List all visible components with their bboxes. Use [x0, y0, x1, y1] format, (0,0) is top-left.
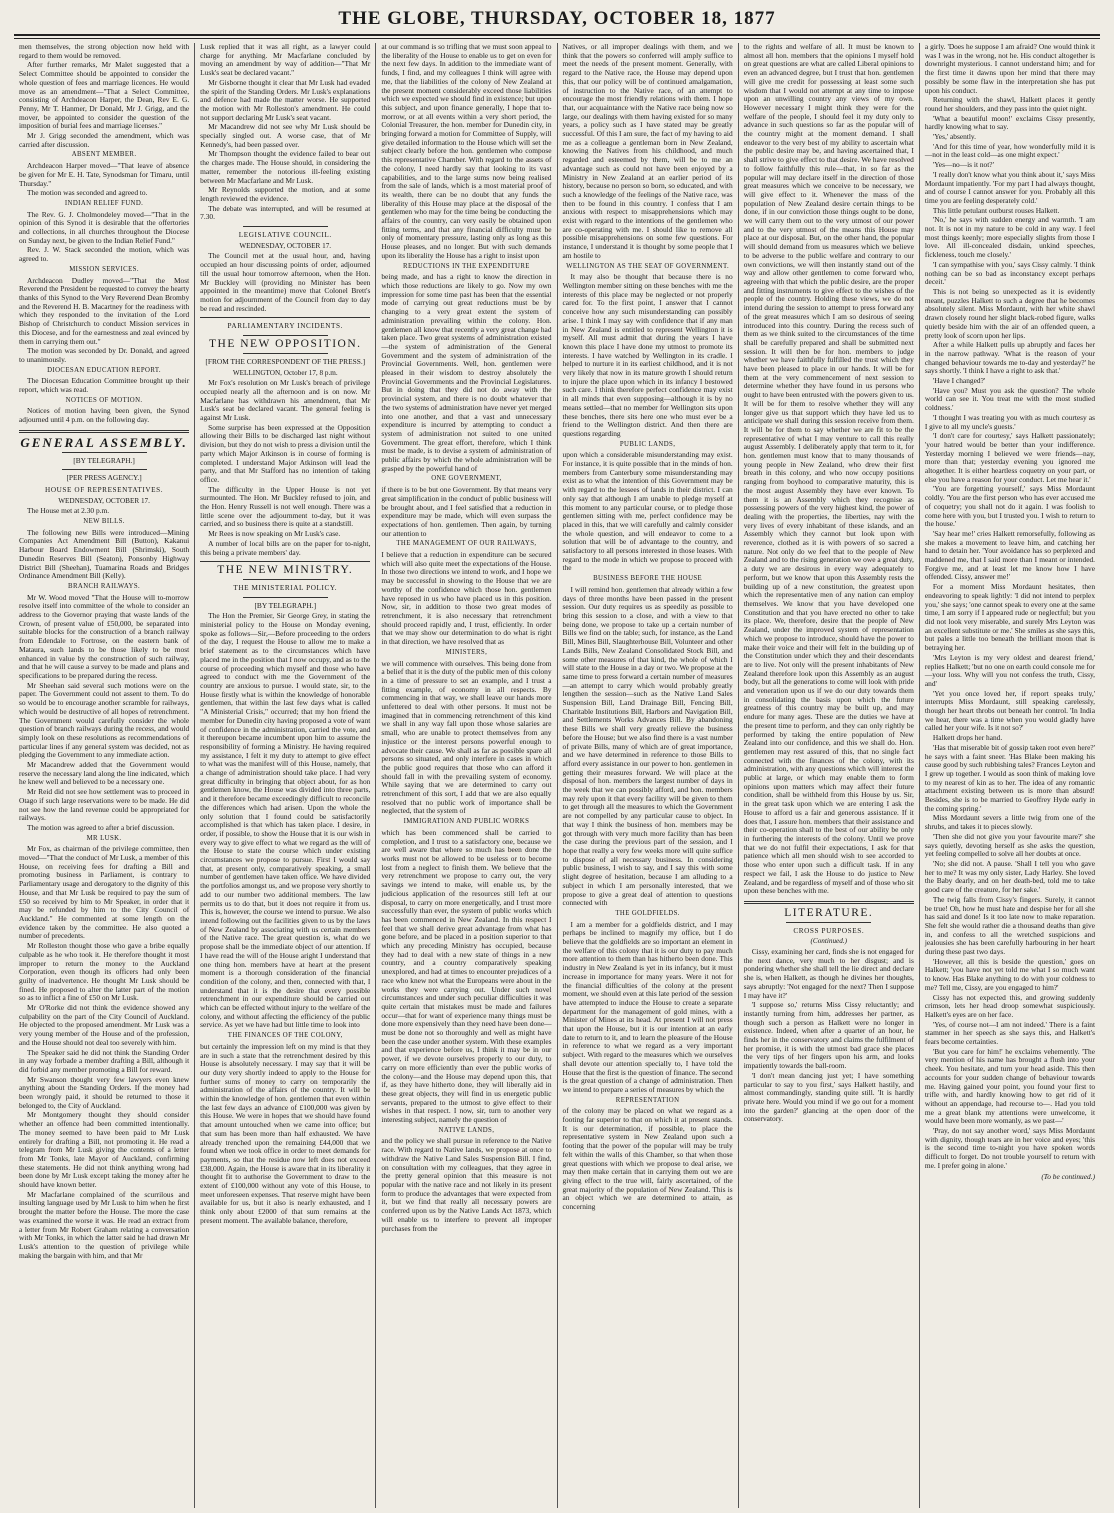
paragraph: a girly. 'Does he suppose I am afraid? One would think it was I was in the wrong, not he. His conduct altogether is downright mysterious. I cannot understand him; and for the first time it dawns upon her mind that there may possibly be some flaw in the interpretation she has put upon his conduct. [924, 43, 1096, 95]
paragraph: The debate was interrupted, and will be resumed at 7.30. [200, 203, 371, 222]
paragraph: 'I thought I was treating you with as much courtesy as I give to all my uncle's guests.' [924, 412, 1096, 431]
divider [243, 226, 328, 227]
paragraph: Mr W. Wood moved "That the House will to-morrow resolve itself into committee of the whole to consider an address to the Governor praying that waste lands of the Crown, of present value of £50,000, be separated into suitable blocks for the construction of a branch railway from Edendale to Fortrose, on the eastern bank of Mataura, such lands to be those likely to be most enhanced in value by the construction of such railway, and that he will cause a survey to be made and plans and specifications to be prepared during the recess. [19, 592, 190, 680]
paragraph: 'Yes—no—is it not?' [932, 160, 994, 170]
column-3 [376, 43, 557, 1508]
section-heading: THE FINANCES OF THE COLONY, [227, 1032, 343, 1040]
section-heading: PARLIAMENTARY INCIDENTS. [227, 322, 344, 331]
paragraph: Mr Gisborne thought it clear that Mr Lusk had evaded the spirit of the Standing Orders. Mr Lusk's explanations and defence had made the matter worse. He supported the motion with Mr Rolleston's amendment. He could not support declaring Mr Lusk's seat vacant. [200, 77, 371, 122]
paragraph: 'I can sympathise with you,' says Cissy calmly. 'I think nothing can be so bad as inconstancy except perhaps deceit.' [924, 259, 1096, 287]
column-1 [14, 43, 195, 1508]
section-heading: REPRESENTATION [615, 1096, 680, 1104]
divider [243, 335, 328, 336]
column-6 [920, 43, 1100, 1508]
paragraph: For a moment Miss Mordaunt hesitates, then endeavoring to speak lightly: 'I did not intend to perplex you,' she says; 'one cannot speak to every one at the same time, I am sorry if I appeared rude or neglectful; but you did not look very miserable, and surely Mrs Leyton was an excellent substitute or me.' She smiles as she says this, but pales a little too beneath the brilliant moon that is betraying her. [924, 582, 1096, 653]
paragraph: Some surprise has been expressed at the Opposition allowing their Bills to be discharged last night without division, but they do not wish to press a division until the party which Major Atkinson is in course of forming is completed. I understand Major Atkinson will lead the party, and that Mr Stafford has no intention of taking office. [200, 422, 371, 484]
paragraph: The Hon the Premier, Sir George Grey, in stating the ministerial policy to the House on Monday evening, spoke as follows—Sir,—Before proceeding to the orders of the day, I request the House to allow me to make a brief statement as to the circumstances which have placed me in the position that I now occupy, and as to the course of proceeding which myself and those who have agreed to conduct with me the Government of the country are anxious to pursue. I would state, sir, to the House firstly what is within the knowledge of honorable gentlemen, that within the last few days what is called "A Ministerial Crisis," occurred; that my hon friend the member for Dunedin city having proposed a vote of want of confidence in the administration, carried the vote, and it thereupon became incumbent upon him to assume the responsibility of forming a Ministry. He having required my assistance, I felt it my duty to attempt to give effect to what was the manifest will of this House, namely, that a change of administration should take place. I had very great difficulty in bringing that object about, for as hon gentlemen know, the House was divided into three parts, and it therefore became exceedingly difficult to reconcile the differences which had arisen. Upon the whole the only solution that I found could be satisfactorily accomplished is that which has taken place. I desire, in order, if possible, to show the House that it is our wish in every way to give effect to what we regard as the will of the House to state the course which under existing circumstances we propose to pursue. First I would say that, at present only, comparatively speaking, a small number of gentlemen have taken office. We have divided the portfolios amongst us, and we propose very shortly to add to our number two additional members. The law permits us to do that, but it does not require it from us. This is, however, the course we intend to pursue. We also intend following out the facilities given to us by the laws of New Zealand by associating with us certain members of the Native race. The great question is, what do we propose shall be the immediate object of our attention. If I have read the will of the House aright I understand that one thing hon. members have at heart at the present moment is a thorough consideration of the financial condition of the colony, and then, connected with that, I understand that it is the desire that every possible retrenchment in our expenditure should be carried out which can be effected without injury to the welfare of the colony, and without affecting the efficiency of the public service. As yet we have had but little time to look into [200, 611, 371, 1030]
section-heading: NATIVE LANDS, [438, 1126, 495, 1134]
byline: [FROM THE CORRESPONDENT OF THE PRESS.] [205, 356, 366, 366]
paragraph: The Council met at the usual hour, and, having occupied an hour discussing points of order, adjourned till the usual hour tomorrow afternoon, when the Hon. Mr Buckley will (providing no Minister has been appointed in the meantime) move that Colonel Brett's motion for adjournment of the Council from day to day be read and rescinded. [200, 251, 371, 313]
columns [14, 43, 1100, 1508]
byline: [PER PRESS AGENCY.] [66, 473, 142, 483]
section-heading: LEGISLATIVE COUNCIL. [238, 231, 332, 240]
paragraph: of the colony may be placed on what we regard as a footing far superior to that on which it at present stands. It is our determination, if possible, to place the representative system in New Zealand upon such a footing that the power of the popular will may be truly felt within the walls of this Chamber, so that when those great questions with which we propose to deal arise, we may then make certain that in carrying them out we are giving effect to the true will, fairly ascertained, of the great majority of the population of New Zealand. This is an object which we are determined to attain, as concerning [562, 1106, 733, 1212]
paragraph: 'I suppose so,' returns Miss Cissy reluctantly; and instantly turning from him, addresses her partner, as though such a person as Halkett were no longer in existence. Indeed, when after a quarter of an hour, he finds her in the conservatory and claims the fulfilment of her promise, it is with the utmost bad grace she places the very tips of her fingers upon his arm, and looks impatiently towards the ball-room. [743, 1000, 914, 1071]
paragraph: and the policy we shall pursue in reference to the Native race. With regard to Native lands, we propose at once to withdraw the Native Land Sales Suspension Bill. I find, on consultation with my colleagues, that they agree in the pretty general opinion that this measure is not popular with the native race and not likely in its present form to produce the advantages that were expected from it, but we find that really all necessary powers are conferred upon us by the Native Lands Act 1873, which will enable us to interfere to prevent all improper purchases from the [381, 1136, 552, 1233]
section-heading: WELLINGTON AS THE SEAT OF GOVERNMENT. [566, 262, 730, 270]
paragraph: I am a member for a goldfields district, and I may perhaps be inclined to magnify my office, but I do believe that the goldfields are so important an element in the welfare of this colony that it is our duty to pay much more attention to them than has hitherto been done. This industry in New Zealand is yet in its infancy, but it must increase in importance for many years. Were it not for the financial difficulties of the colony at the present moment, we should even at this late period of the session have attempted to induce the House to create a separate department for the management of gold mines, with a Minister of Mines at its head. At present I will not press that upon the House, but it is our intention at an early date to return to it, and to learn the pleasure of the House in reference to what we regard as a very important subject. With regard to the measures which we ourselves shall devote our attention specially to, I have told the House that the first is the question of finance. The second is the great question of a change of administration. Then we intend to prepare a series of measures by which the [562, 919, 733, 1094]
divider [200, 561, 370, 562]
paragraph: Archdeacon Harper moved—"That leave of absence be given for Mr E. H. Tate, Synodsman for Timaru, until Thursday." [19, 161, 190, 188]
paragraph: Mr Reid did not see how settlement was to proceed in Otago if such large reservations were to be made. He did not see how the land revenue could be appropriated for railways. [19, 787, 190, 823]
section-heading: MISSION SERVICES. [69, 265, 139, 273]
byline: [BY TELEGRAPH.] [73, 455, 135, 465]
paragraph: Halkett drops her hand. [932, 733, 1003, 743]
paragraph: 'Have you? Must you ask the question? The whole world can see it. You treat me with the most studied coldness.' [924, 385, 1096, 413]
paragraph: 'Yes,' absently. [932, 132, 976, 142]
section-heading: BUSINESS BEFORE THE HOUSE [593, 575, 703, 583]
paragraph: I believe that a reduction in expenditure can be secured which will also quite meet the expectations of the House. In those two directions we intend to work, and I hope we may be successful in showing to the House that we are worthy of the confidence which those hon. gentlemen have reposed in us who have placed us in this position. Now, sir, in addition to those two great modes of retrenchment, it is also necessary that retrenchment should proceed rapidly and, I trust, efficiently. In order that we may show our determination to do what is right in that direction, we have resolved that as [381, 550, 552, 647]
paragraph: 'Say hear me!' cries Halkett remorsefully, following as she makes a movement to leave him, and catching her hand to detain her. 'Your avoidance has so perplexed and maddened me, that I said more than I meant or intended. Forgive me, and at least let me know how I have offended. Cissy, answer me!' [924, 528, 1096, 582]
paragraph: Mr Macandrew added that the Government would reserve the necessary land along the line indicated, which he knew well and believed to be a necessary one. [19, 760, 190, 787]
divider [243, 353, 328, 354]
paragraph: After a while Halkett pulls up abruptly and faces her in the narrow pathway. 'What is the reason of your changed behaviour towards me to-day and yesterday?' he says shortly. 'I think I have a right to ask that.' [924, 340, 1096, 376]
paragraph: The motion was seconded by Dr. Donald, and agreed to unanimously. [19, 346, 190, 364]
paragraph: The Diocesan Education Committee brought up their report, which was read. [19, 376, 190, 395]
divider [62, 469, 147, 470]
paragraph: but certainly the impression left on my mind is that they are in such a state that the retrenchment desired by this House is absolutely necessary. I may say that it will be our duty very shortly indeed to apply to the House for further sums of money to carry on temporarily the administration of the affairs of the country. It will be within the knowledge of hon. gentlemen that even within the last few days an advance of £100,000 was given by this House. We were in hopes that we should have found that amount untouched when we came into office; but that sum has been more than half exhausted. We have already trenched upon the remaining £44,000 that we found when we took office in order to meet demands for payments, so that the residue now left does not exceed £38,000. Again, the House is aware that in its liberality it thought fit to authorise the Government to draw to the extent of £100,000 without any vote of this House, to meet unforeseen expenses. That reserve might have been available for us, but it also is nearly exhausted, and I think only about £2000 of that sum remains at the present moment. The available balance, therefore, [200, 1041, 371, 1225]
paragraph: Mr Macfarlane complained of the scurrilous and insulting language used by Mr Lusk to him when he first brought the matter before the House. The more the case was examined the worse it was. He read an extract from a letter from Mr Robert Graham relating a conversation with Mr Tonks, in which the latter said he had drawn Mr Lusk's attention to the question of privilege while making the bargain with him, and that Mr [19, 1189, 190, 1260]
paragraph: The Speaker said he did not think the Standing Order in any way forbade a member drafting a Bill, although it did forbid any member promoting a Bill for reward. [19, 1047, 190, 1074]
section-heading: DIOCESAN EDUCATION REPORT. [47, 366, 162, 374]
paragraph: 'I don't mean dancing just yet; I have something particular to say to you first,' says Halkett hastily, and almost commandingly, standing quite still. 'It is hardly private here. Would you mind if we go out for a moment into the garden?' glancing at the open door of the conservatory. [743, 1070, 914, 1124]
paragraph: Miss Mordaunt severs a little twig from one of the shrubs, and takes it to pieces slowly. [924, 813, 1096, 832]
paragraph: Mr Sheehan said several such motions were on the paper. The Government could not assent to them. To do so would be to encourage another scramble for railways, which would be destructive of all hopes of retrenchment. The Government would carefully consider the whole question of branch railways during the recess, and would simply look on these resolutions as recommendations of particular lines if any general system was decided, not as pledging the Government to any immediate action. [19, 680, 190, 760]
paragraph: Mr Rolleston thought those who gave a bribe equally culpable as he who took it. He therefore thought it most improper to return the money to the Auckland Corporation, even though its officers had only been guilty of inadvertence. He thought Mr Lusk should be fined. He proposed to alter the latter part of the motion so as to inflict a fine of £50 on Mr Lusk. [19, 941, 190, 1003]
paragraph: Mr O'Rorke did not think the evidence showed any culpability on the part of the City Council of Auckland. He objected to the proposed amendment. Mr Lusk was a very young member of the House and of the profession, and the House should not deal too severely with him. [19, 1003, 190, 1047]
column-5 [739, 43, 920, 1508]
paragraph: 'And for this time of year, how wonderfully mild it is—not in the least cold—as one might expect.' [924, 141, 1096, 160]
divider [243, 579, 328, 580]
paragraph: Mr Reynolds supported the motion, and at some length reviewed the evidence. [200, 185, 371, 203]
paragraph: The twig falls from Cissy's fingers. Surely, it cannot be true! Oh, how he must hate and despise her for all she has said and done! Is it too late now to make reparation. She felt she would rather die a thousand deaths than give in, and confess to all the wretched suspicions and jealousies she has been carefully harbouring in her heart during these past two days. [924, 894, 1096, 957]
paragraph: 'Yet you once loved her, if report speaks truly,' interrupts Miss Mordaunt, still speaking carelessly, though her heart throbs out beneath her control. 'In India we hear, there was a time when you would gladly have called her your wife. Is it not so?' [924, 688, 1096, 733]
section-heading: REDUCTIONS IN THE EXPENDITURE [403, 262, 530, 270]
paragraph: 'You are forgetting yourself,' says Miss Mordaunt coldly. 'You are the first person who has ever accused me of coquetry; you shall not do it again. I was foolish to come here with you, but I trusted you. I wish to return to the house.' [924, 484, 1096, 529]
dateline: WELLINGTON, October 17, 8 p.m. [232, 368, 338, 377]
paragraph: This little petulant outburst rouses Halkett. [932, 205, 1060, 215]
paragraph: 'However, all this is beside the question,' goes on Halkett; 'you have not yet told me what I so much want to know. Has Blake anything to do with your coldness to me? Tell me, Cissy, are you engaged to him?' [924, 956, 1096, 992]
paragraph: Mr Fox's resolution on Mr Lusk's breach of privilege occupied nearly all the afternoon and is on now. Mr Macfarlane has withdrawn his amendment, that Mr Lusk's seat be declared vacant. The general feeling is against Mr Lusk. [200, 378, 371, 423]
paragraph: 'Then she did not give you your favourite mare?' she says quietly, devoting herself as she asks the question, yet feeling compelled to solve all her doubts at once. [924, 831, 1096, 859]
paragraph: I will remind hon. gentlemen that already within a few days of three months have been passed in the present session. Our duty requires us as speedily as possible to bring this session to a close, and with a view to that being done, we propose to take up a certain number of Bills we find on the table; such, for instance, as the Land Bill, Mines Bill, Slaughterhouse Bill, Volunteer and other Lands Bills, New Zealand Consolidated Stock Bill, and some other measures of that kind, the whole of which I will state to the House in a day or two. We propose at the same time to press forward a certain number of measures—an attempt to carry which would probably greatly lengthen the session—such as the Native Land Sales Suspension Bill, Land Drainage Bill, Fencing Bill, Charitable Institutions Bill, Harbors and Navigation Bill, and Settlements Works Advances Bill. By abandoning these Bills we shall very greatly relieve the business before the House; but we also find there is a vast number of private Bills, many of which are of great importance, and we have determined in reference to those Bills to afford every assistance in our power to hon. gentlemen in getting their measures forward. We will place at the disposal of hon. members the largest number of days in the week that we can possibly afford, and hon. members may rely upon it that every facility will be given to them to get through all the measures to which the Government are not compelled by any particular cause to object. In that way I think the business of hon. members may be got through with very much more facility than has been the case during the previous part of the session, and I hope that really a very few weeks more will quite suffice to dispose of all necessary business. In considering public business, I wish to say, and I say this with some slight degree of hesitation, because I am alluding to a subject in which I am personally interested, that we propose to give a great deal of attention to questions connected with [562, 584, 733, 908]
divider [243, 597, 328, 598]
paragraph: Natives, or all improper dealings with them, and we think that the powers so conferred will amply suffice to meet the needs of the present moment. Generally, with regard to the Native race, the House may depend upon this, that our policy will be of continued amalgamation, of instruction to the Native race, of an attempt to encourage the most friendly relations with them. I hope that, our acquaintance with the Native race being now so large, our dealings with them having existed for so many years, a policy such as I have stated may be greatly successful. Of this I am sure, the fact of my having to aid me as a colleague a gentleman born in New Zealand, knowing the Natives from his childhood, and much regarded and esteemed by them, will be to me an advantage such as could not have been enjoyed by a Ministry in New Zealand at an earlier period of its history, because no person so born, so educated, and with such a knowledge of the feelings of the Native race, was then to be found in this country. I confess that I am anxious with respect to misapprehensions which may exist with regard to the intentions of the gentlemen who are co-operating with me. I should like to remove all possible misapprehensions on some few questions. For instance, I understand it is thought by some people that I am hostile to [562, 43, 733, 260]
paragraph: 'What a beautiful moon!' exclaims Cissy presently, hardly knowing what to say. [924, 113, 1096, 132]
dateline: WEDNESDAY, OCTOBER 17. [239, 241, 332, 250]
section-heading: THE NEW OPPOSITION. [208, 338, 362, 351]
section-heading: THE NEW MINISTRY. [217, 564, 354, 577]
paragraph: 'No; she did not. A pause. 'Shall I tell you who gave her to me? It was my only sister, Lady Harley. She loved the Baby dearly, and on her death-bed, told me to take good care of the creature, for her sake.' [924, 858, 1096, 895]
paragraph: After further remarks, Mr Malet suggested that a Select Committee should be appointed to consider the whole question of fees and marriage licences. He would move as an amendment—"That a Select Committee, consisting of Archdeacon Harper, the Dean, Rev E. G. Penny, Mr T. Hanmer, Dr Donald, Mr J. Grigg, and the mover, be appointed to consider the question of the imposition of burial fees and marriage licenses." [19, 60, 190, 131]
paragraph: 'But you care for him!' he exclaims vehemently. 'The very mention of his name has brought a flush into your cheek. You hesitate, and turn your head aside. This then accounts for your sudden change of behaviour towards me. Having gained your point, you found your first to trifle with, and hardly knowing how to get rid of it without an appendage, had recourse to—. Had you told me a great blank my attentions were unwelcome, it would have been more womanly, as we past—' [924, 1046, 1096, 1126]
byline: [BY TELEGRAPH.] [254, 600, 317, 610]
paragraph: The motion was seconded and agreed to. [27, 188, 148, 198]
paragraph: 'Mrs Leyton is my very oldest and dearest friend,' replies Halkett; 'but no one on earth could console me for—your loss. Why will you not confess the truth, Cissy, and' [924, 652, 1096, 688]
section-heading: PUBLIC LANDS, [619, 440, 676, 448]
paragraph: to the rights and welfare of all. It must be known to almost all hon. members that the opinions I myself hold on great questions are what are called Liberal opinions to even an advanced degree, but I trust that hon. gentlemen will give me credit for possessing at least some such wisdom that I would not attempt at any time to impose upon an unwilling country any views of my own. However necessary I might think they were for the welfare of the people, I should feel it my duty only to advance in such questions so far as the popular will of the country might at the moment demand. I shall endeavor to the very best of my ability to ascertain what the public desire may be, and having ascertained that, I shall strive to give effect to that desire. We have resolved to follow faithfully this rule—that, in so far as the popular will may declare itself in the direction of those great measures which we conceive to be necessary, we will give effect to it. Whenever the mass of the population of New Zealand desire certain things to be done, if in our conviction those things ought to be done, we will carry them out to the very utmost of our power and to the very utmost of the means this House may place at our disposal. But, on the other hand, the popular will should demand from us measures which we believe to be adverse to the public welfare and contrary to our own convictions, we will then instantly stand out of the way and allow other gentlemen to come forward who, agreeing with that which the public desire, are the proper and fitting instruments to give effect to the wishes of the people of the country. Holding these views, we do not intend during the session to attempt to press forward any of the great measures which I am so desirous of seeing introduced into this country. During the recess such of them as we think suited to the circumstances of the time shall be carefully prepared and shall be submitted next session. It will then be for hon. members to judge whether we have faithfully fulfilled the trust which they have been pleased to place in our hands. It will be for them at the very commencement of next session to determine whether they have found in us persons who ought to have been entrusted with the powers given to us. It will be for them to resolve whether they will any longer give us that support which they have led us to anticipate we shall during this session receive from them. It will be for them to say whether we are fit to be the representative of what I may venture to call this really august Assembly. I deliberately apply that term to it, for hon. gentlemen must know that to many thousands of young people in New Zealand, who drew their first breath in this colony, and who now occupy positions ranging from boyhood to comparative maturity, this is the most august Assembly they have ever known. To them it is an Assembly which they recognise as possessing powers of the very highest kind, the power of dealing with the properties, the liberties, nay with the very lives of every inhabitant of these islands, and an Assembly which they cannot but look upon with reverence, clothed as it is with powers of so sacred a nature. Not only do we feel that to the people of New Zealand and to the rising generation we owe a great duty, a duty we are desirous in every way adequately to perform, but we know that upon this Assembly rests the building up of a new constitution, the greatest upon which the representative men of any nation can employ themselves. We know that you have developed one Constitution and that you have erected no other to take its place. We, therefore, desire that the people of New Zealand, under the improved system of representation which we propose to introduce, should have the power to make their voice and their will felt in the building up of the Constitution under which they and their descendants are to live. Not only will the present inhabitants of New Zealand therefore look upon this Assembly as an august body, but all the generations to come will look with pride and veneration upon us if we do our duty towards them in consolidating the basis upon which the future greatness of this country may be built up, and may endure for many ages. These are the duties we have at the present time to perform, and they can only rightly be performed by taking the entire population of New Zealand into our confidence, and this we shall do. Hon. gentlemen may rest assured of this, that no single fact connected with the finances of the colony, with its administration, with any questions which will interest the public at large, or which may enable them to form opinions upon matters which may affect their future condition, shall be withheld from this House by us. Sir, in the great task upon which we are entering I ask the House to afford us a fair and generous assistance. If it does that, I assure hon. members that their assistance and their co-operation shall to the best of our ability be only in furthering the interests of the colony. Until we prove that we do not fulfil their expectations, I ask for that patience which all men should wish to see accorded to those who enter upon such a difficult task. If in any respect we fail, I ask the House to do justice to New Zealand, and be regardless of myself and of those who sit upon these benches with me. [743, 43, 914, 896]
paragraph: Returning with the shawl, Halkett places it gently round her shoulders, and they pass into the quiet night. [924, 95, 1096, 113]
paragraph: Mr J. Grigg seconded the amendment, which was carried after discussion. [19, 131, 190, 149]
section-heading: THE GOLDFIELDS. [615, 909, 680, 917]
section-heading: ONE GOVERNMENT, [431, 475, 502, 483]
section-heading: HOUSE OF REPRESENTATIVES. [45, 485, 164, 494]
paragraph: Mr Macandrew did not see why Mr Lusk should be specially singled out. A worse case, that of Mr Kennedy's, had been passed over. [200, 122, 371, 149]
section-heading: MINISTERS, [445, 648, 488, 656]
paragraph: Rev. J. W. Stack seconded the motion, which was agreed to. [19, 245, 190, 264]
paragraph: being made, and has a right to know the direction in which those reductions are likely to go. Now my own impression for some time past has been that the essential mode of carrying out great reductions must be by changing to a very great extent the system of administration prevailing within the colony. Hon. gentlemen all know that recently a very great change had taken place. Two great systems of administration existed—the system of administration of the General Government and the system of administration of the Provincial Governments. Well, hon. gentlemen were pleased in their wisdom to destroy absolutely the Provincial Governments and the Provincial Legislatures. But in doing that they did not do away with the provincial system, and there is no doubt whatever that the two systems of administration have never yet merged into one another, and that a vast and unnecessary expenditure is incurred by attempting to conduct a system of administration not suited to one united Government. The great effort, therefore, which I think must be made, is to devise a system of administration of public affairs by which the whole administration will be grasped by the powerful hand of [381, 272, 552, 473]
divider [786, 922, 871, 923]
paragraph: we will commence with ourselves. This being done from a belief that it is the duty of the public men of this colony in a time of pressure to set an example, and I trust a fitting example, of economy in all respects. By commencing in that way, we shall leave our hands more unfettered to deal with other persons. It must not be imagined that in commencing retrenchment of this kind we shall in any way fall upon those whose salaries are small, who are unable to protect themselves from any injustice or the interest persons powerful enough to advocate their cause. We shall as far as possible spare all persons so situated, and only interfere in cases in which the public good requires that those who can afford it should fall in with the prevailing system of economy. While saying that we are determined to carry out retrenchment of this sort, I add that we are also equally resolved that no public work of importance shall be neglected, that the system of [381, 658, 552, 816]
paragraph: Lusk replied that it was all right, as a lawyer could charge for anything. Mr Macfarlane concluded by moving an amendment by way of addition—"That Mr Lusk's seat be declared vacant." [200, 43, 371, 78]
paragraph: Notices of motion having been given, the Synod adjourned until 4 p.m. on the following day. [19, 406, 190, 425]
paragraph: 'Yes, of course not—I am not indeed.' There is a faint stammer in her speech as she says this, and Halkett's fears become certainties. [924, 1019, 1096, 1047]
continued-note: (Continued.) [810, 937, 848, 946]
to-be-continued: (To be continued.) [1041, 1171, 1096, 1181]
paragraph: The House met at 2.30 p.m. [27, 506, 110, 516]
paragraph: if there is to be but one Government. By that means very great simplification in the conduct of public business will be brought about, and I feel satisfied that a reduction in expenditure may be made, which will even surpass the expectations of hon. gentlemen. Then again, by turning our attention to [381, 485, 552, 538]
paragraph: Cissy, examining her card, finds she is not engaged for the next dance, very much to her disgust; and is pondering whether she shall tell the lie direct and declare she is, when Halkett, as though he divines her thoughts, says abruptly: 'Not engaged for the next? Then I suppose I may have it?' [743, 947, 914, 1000]
section-heading: NEW BILLS. [83, 518, 125, 526]
paragraph: This is not being so unexpected as it is evidently meant, puzzles Halkett to such a degree that he becomes absolutely silent. Miss Mordaunt, with her white shawl drawn closely round her slight black-robed figure, walks quietly beside him with the air of an offended queen, a pretty look of scorn upon her lips. [924, 286, 1096, 340]
paragraph: It may also be thought that because there is no Wellington member sitting on these benches with me the interests of this place may be neglected or not properly cared for. To the first point, I answer that I cannot conceive how any such misunderstanding can possibly arise. I think I may say with confidence that if any man in New Zealand is entitled to represent Wellington it is myself. All must admit that during the years I have known this place I have done my utmost to promote its interests. I have watched by Wellington in its cradle. I helped to nurture it in its earliest childhood, and it is not very likely that now in its mature growth I should return to injure the place upon which in its infancy I bestowed such care. I think therefore perfect confidence may exist in all minds that even supposing—although it is by no means settled—that no member for Wellington sits upon these benches, there sits here one who must ever be a friend to the Wellington district. And then there are questions regarding [562, 272, 733, 438]
section-heading: ABSENT MEMBER. [71, 151, 137, 159]
divider [744, 901, 914, 904]
section-heading: CROSS PURPOSES. [793, 926, 865, 935]
paragraph: upon which a considerable misunderstanding may exist. For instance, it is quite possible that in the minds of hon. members from Canterbury some misunderstanding may exist as to what the intention of this Government may be with regard to the lessees of lands in their district. I can only say that although I am unable to pledge myself at this moment to any particular course, or to pledge those gentlemen sitting with me, perfect confidence may be placed in this, that we will carefully and calmly consider the whole question, and will endeavor to come to a solution that will be of advantage to the country, and satisfactory to all persons interested in those leases. With regard to the mode in which we propose to proceed with the [562, 450, 733, 573]
paragraph: The following new Bills were introduced—Mining Companies Act Amendment Bill (Button), Kakanui Harbour Board Endowment Bill (Shrimski), South Dunedin Reserves Bill (Seaton), Ponsonby Highway District Bill (Sheehan), Tuamarina Roads and Bridges Ordinance Amendment Bill (Kelly). [19, 527, 190, 581]
paragraph: The difficulty in the Upper House is not yet surmounted. The Hon. Mr Buckley refused to join, and the Hon. Henry Russell is not well enough. There was a little scene over the adjournment to-day, but it was carried, and so business there is quite at a standstill. [200, 484, 371, 529]
paragraph: Mr Montgomery thought they should consider whether an offence had been committed intentionally. The money seemed to have been paid to Mr Lusk entirely for drafting a Bill, not promoting it. He read a telegram from Mr Lusk giving the contents of a letter from Mr Tonks, late Mayor of Auckland, confirming these statements. He did not think anything wrong had been done by Mr Lusk except taking the money after he should have known better. [19, 1110, 190, 1190]
section-heading: THE MINISTERIAL POLICY. [233, 583, 338, 592]
section-heading: THE MANAGEMENT OF OUR RAILWAYS, [396, 540, 537, 548]
paragraph: at our command is so trifling that we must soon appeal to the liberality of the House to enable us to get on even for the next few days. In addition to the immediate want of funds, I find, and my colleagues I think will agree with me, that the liabilities of the colony of New Zealand at the present moment considerably exceed those liabilities which we expected we should find in existence; but upon this subject, and upon finance generally, I hope that to-morrow, or at all events within a very short period, the Colonial Treasurer, the hon. member for Dunedin city, in bringing forward a motion for Committee of Supply, will give detailed information to the House which will set the subject clearly before the hon. gentlemen who compose this representative Chamber. With regard to the assets of the colony, I need hardly say that looking to its vast capabilities, and to the large sums now being realised from the sale of lands, which is a most material proof of its wealth, there can be no doubt that any funds the liberality of this House may place at the disposal of the gentlemen who may for the time being be conducting the affairs of the country, can very easily be obtained upon fitting terms, and that any financial difficulty must be only of momentary pressure, lasting only as long as this House pleases, and no longer. But with such demands upon its liberality the House has a right to insist upon [381, 43, 552, 260]
column-2 [195, 43, 376, 1508]
paragraph: Mr Fox, as chairman of the privilege committee, then moved—"That the conduct of Mr Lusk, a member of this House, on receiving fees for drafting a Bill and promoting business in Parliament, is contrary to Parliamentary usage and derogatory to the dignity of this House, and that Mr Lusk be required to pay the sum of £50 so received by him to Mr Speaker, in order that it may be refunded by him to the City Council of Auckland." He commented at some length on the evidence taken by the committee. He also quoted a number of precedents. [19, 844, 190, 941]
section-heading: IMMIGRATION AND PUBLIC WORKS [403, 818, 530, 826]
dateline: WEDNESDAY, OCTOBER 17. [58, 496, 150, 505]
literature-heading: LITERATURE. [784, 906, 874, 919]
paragraph: men themselves, the strong objection now held with regard to them would be removed. [19, 43, 190, 60]
paragraph: 'I really don't know what you think about it,' says Miss Mordaunt impatiently. 'For my part I had always thought, and of course I cannot answer for you. Probably all this time you are feeling desperately cold.' [924, 169, 1096, 205]
section-heading: BRANCH RAILWAYS. [68, 582, 141, 590]
section-heading: INDIAN RELIEF FUND. [64, 199, 144, 207]
paragraph: Mr Swanson thought very few lawyers even knew anything about the Standing Orders. If the money had been wrongly paid, it should be returned to those it belonged to, the City of Auckland. [19, 1074, 190, 1110]
divider [19, 430, 189, 433]
section-heading: NOTICES OF MOTION. [65, 396, 143, 404]
paragraph: 'Has that miserable bit of gossip taken root even here?' he says with a faint sneer. 'Has Blake been making his cause good by such rubbishing tales? Frances Leyton and I grew up together. I would as soon think of making love to my nearest of kin as to her. The idea of any romantic attachment existing between us is more than absurd! Besides, she is to be married to Geoffrey Hyde early in the coming spring.' [924, 742, 1096, 813]
paragraph: Archdeacon Dudley moved—"That the Most Reverend the President be requested to convey the hearty thanks of this Synod to the Very Reverend Dean Bromby and the Reverend H. B. Macartney for the readiness with which they responded to the invitation of the Lord Bishop of Christchurch to conduct Mission services in this Diocese, and for the earnestness and zeal evinced by them in carrying them out." [19, 275, 190, 346]
paragraph: Cissy has not expected this, and growing suddenly crimson, lets her head droop somewhat suspiciously. Halkett's eyes are on her face. [924, 992, 1096, 1019]
column-4 [558, 43, 739, 1508]
general-assembly-heading: GENERAL ASSEMBLY. [20, 434, 188, 450]
paragraph: Mr Thompson thought the evidence failed to bear out the charges made. The House should, in considering the matter, remember the notorious ill-feeling existing between Mr Macfarlane and Mr Lusk. [200, 149, 371, 185]
paragraph: Mr Rees is now speaking on Mr Lusk's case. [208, 529, 341, 539]
paragraph: which has been commenced shall be carried to completion, and I trust to a satisfactory one, because we are well aware that where so much has been done the works must not be allowed to be useless or to become lost from a neglect to finish them. We believe that the very retrenchment we propose to carry out, the very savings we intend to make, will enable us, by the judicious application of the resources still left at our disposal, to carry on more energetically, and I trust more successfully than ever, the system of public works which has been commenced in New Zealand. In this respect I feel that we shall derive great advantage from what has gone before, and be placed in a position superior to that which any preceding Ministry has occupied, because they had to deal with a new state of things in a new country, and a country comparatively speaking unexplored, and had at times to encounter prejudices of a race who knew not what the Europeans were about in the works they were carrying out. Under such novel circumstances and under such peculiar difficulties it was quite certain that mistakes must be made and failures occur—that for want of experience many things must be done more expensively than they need have been done—must be done not so thoroughly and well as might have been the case under another system. With these examples and that experience before us, I think it may be in our power, if we devote ourselves properly to our duty, to carry on more efficiently than ever the public works of the colony—and the House may depend upon this, that if, as they have hitherto done, they will liberally aid in these great objects, they will find in us energetic public servants, prepared to the utmost to give effect to their wishes in that respect. I now, sir, turn to another very interesting subject, namely the question of [381, 827, 552, 1125]
paragraph: 'No,' he says with sudden energy and warmth. 'I am not. It is not in my nature to be cold in any way. I feel most things keenly; more especially slights from those I love. All ill-concealed disdain, unkind speeches, fickleness, touch me closely.' [924, 215, 1096, 260]
paragraph: The Rev. G. J. Cholmondeley moved—"That in the opinion of this Synod it is desirable that the offertories and collections, in all churches throughout the Diocese on Sunday next, be given to the Indian Relief Fund." [19, 209, 190, 245]
paragraph: A number of local bills are on the paper for to-night, this being a private members' day. [200, 538, 371, 557]
divider [200, 317, 370, 318]
masthead-title: THE GLOBE, THURSDAY, OCTOBER 18, 1877 [14, 8, 1100, 36]
masthead-rule [14, 38, 1100, 39]
paragraph: 'I don't care for courtesy,' says Halkett passionately; 'your hatred would be better than your indifference. Yesterday morning I believed we were friends—nay, more than that; yesterday evening you ignored me altogether. It is either heartless coquetry on your part, or else you have a reason for your conduct. Let me hear it.' [924, 431, 1096, 484]
section-heading: MR LUSK. [86, 834, 122, 842]
paragraph: 'Have I changed?' [932, 376, 986, 386]
paragraph: The motion was agreed to after a brief discussion. [27, 822, 175, 832]
paragraph: 'Pray, do not say another word,' says Miss Mordaunt with dignity, though tears are in her voice and eyes; 'this is the second time to-night you have spoken words difficult to forget. Do not trouble yourself to return with me. I prefer going in alone.' [924, 1126, 1096, 1170]
divider [62, 452, 147, 453]
